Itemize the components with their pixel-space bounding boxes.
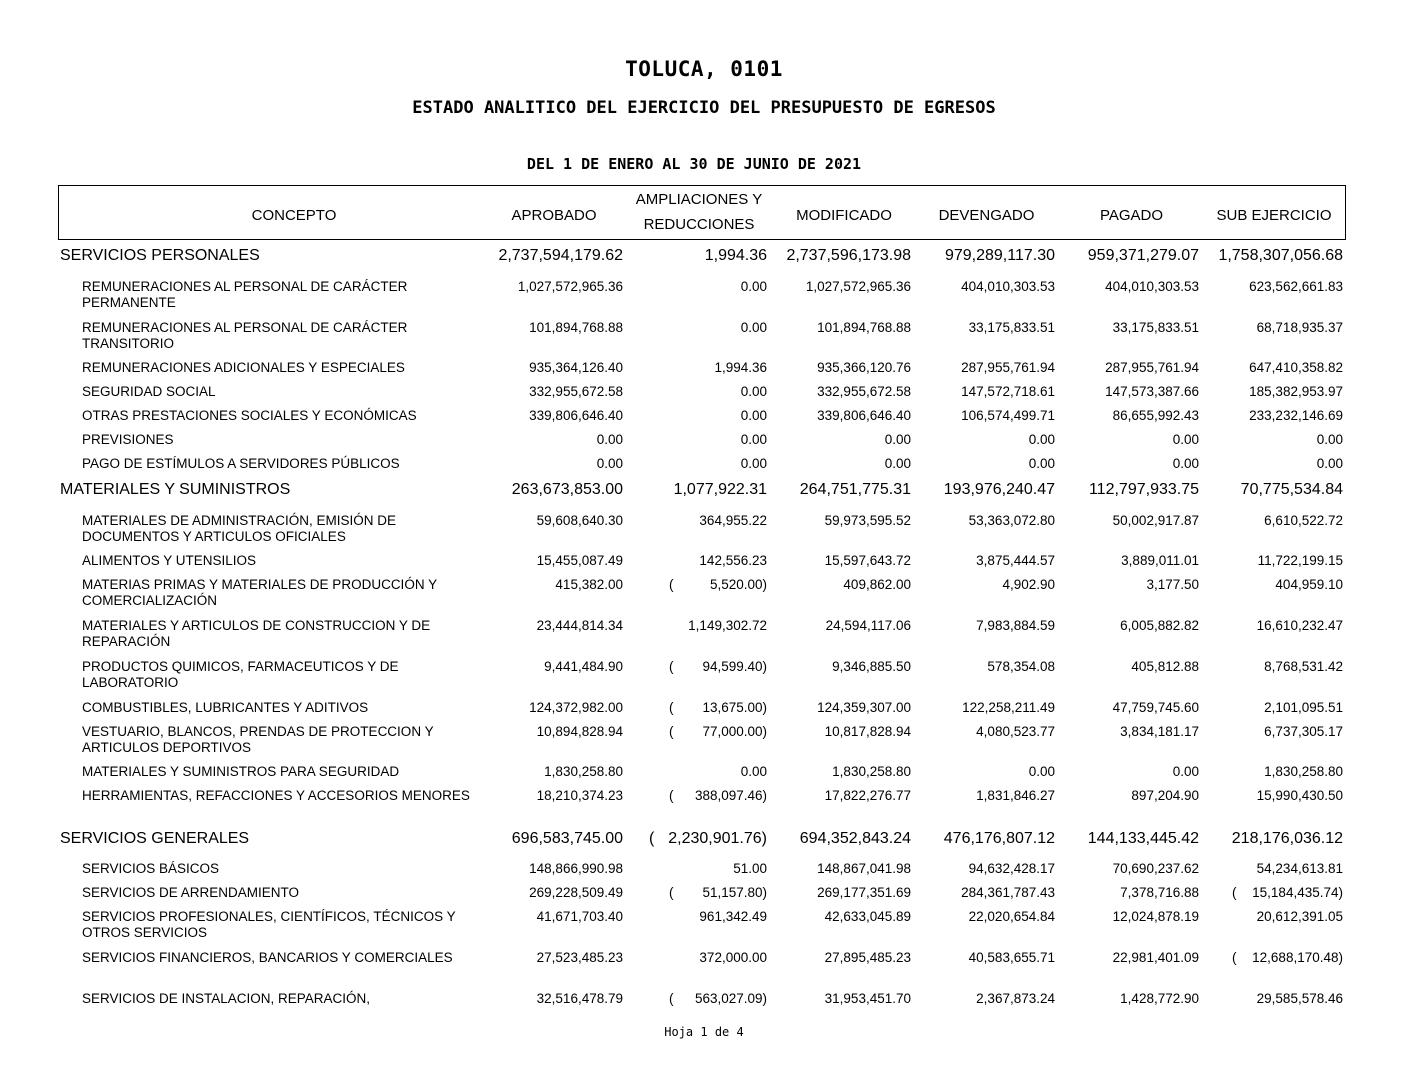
table-header xyxy=(58,185,1346,240)
pagado-cell: 287,955,761.94 xyxy=(1105,360,1199,375)
pagado-cell: 959,371,279.07 xyxy=(1087,247,1199,264)
aprobado-cell: 269,228,509.49 xyxy=(529,885,623,900)
negative-paren: ( xyxy=(669,885,674,900)
ampliaciones-cell: 1,994.36 xyxy=(714,360,767,375)
negative-paren: ( xyxy=(669,659,674,674)
concepto-cell: SERVICIOS DE INSTALACION, REPARACIÓN, xyxy=(82,991,371,1006)
ampliaciones-cell: 0.00 xyxy=(740,456,767,471)
modificado-cell: 24,594,117.06 xyxy=(825,618,911,633)
ampliaciones-cell: 2,230,901.76) xyxy=(668,830,767,847)
pagado-cell: 3,834,181.17 xyxy=(1120,724,1199,739)
aprobado-cell: 32,516,478.79 xyxy=(536,991,623,1006)
pagado-cell: 33,175,833.51 xyxy=(1112,320,1199,335)
modificado-cell: 694,352,843.24 xyxy=(799,830,911,847)
header-aprobado: APROBADO xyxy=(511,207,597,224)
aprobado-cell: 41,671,703.40 xyxy=(536,909,623,924)
modificado-cell: 124,359,307.00 xyxy=(817,700,911,715)
aprobado-cell: 148,866,990.98 xyxy=(529,861,623,876)
devengado-cell: 106,574,499.71 xyxy=(961,408,1055,423)
modificado-cell: 101,894,768.88 xyxy=(817,320,911,335)
ampliaciones-cell: 388,097.46) xyxy=(694,788,767,803)
devengado-cell: 53,363,072.80 xyxy=(968,513,1055,528)
negative-paren: ( xyxy=(649,830,655,847)
pagado-cell: 50,002,917.87 xyxy=(1112,513,1199,528)
modificado-cell: 9,346,885.50 xyxy=(832,659,911,674)
aprobado-cell: 415,382.00 xyxy=(555,577,623,592)
ampliaciones-cell: 0.00 xyxy=(740,764,767,779)
modificado-cell: 935,366,120.76 xyxy=(817,360,911,375)
aprobado-cell: 9,441,484.90 xyxy=(544,659,623,674)
devengado-cell: 94,632,428.17 xyxy=(968,861,1055,876)
modificado-cell: 0.00 xyxy=(884,456,911,471)
subejercicio-cell: 6,737,305.17 xyxy=(1264,724,1343,739)
modificado-cell: 1,830,258.80 xyxy=(832,764,911,779)
modificado-cell: 264,751,775.31 xyxy=(799,481,911,498)
modificado-cell: 42,633,045.89 xyxy=(824,909,911,924)
modificado-cell: 59,973,595.52 xyxy=(824,513,911,528)
negative-paren: ( xyxy=(669,577,674,592)
aprobado-cell: 263,673,853.00 xyxy=(511,481,623,498)
devengado-cell: 979,289,117.30 xyxy=(944,247,1055,264)
concepto-cell: REMUNERACIONES ADICIONALES Y ESPECIALES xyxy=(82,360,405,375)
concepto-cell: MATERIAS PRIMAS Y MATERIALES DE PRODUCCIÓN Y COMERCIALIZACIÓN xyxy=(82,577,437,608)
aprobado-cell: 59,608,640.30 xyxy=(536,513,623,528)
modificado-cell: 269,177,351.69 xyxy=(817,885,911,900)
subejercicio-cell: 218,176,036.12 xyxy=(1231,830,1343,847)
subejercicio-cell: 8,768,531.42 xyxy=(1264,659,1343,674)
concepto-cell: VESTUARIO, BLANCOS, PRENDAS DE PROTECCION Y ARTICULOS DEPORTIVOS xyxy=(82,724,434,755)
concepto-cell: MATERIALES DE ADMINISTRACIÓN, EMISIÓN DE DOCUMENTOS Y ARTICULOS OFICIALES xyxy=(82,513,397,544)
pagado-cell: 147,573,387.66 xyxy=(1105,384,1199,399)
subejercicio-cell: 6,610,522.72 xyxy=(1264,513,1343,528)
concepto-cell: SERVICIOS BÁSICOS xyxy=(82,861,220,876)
modificado-cell: 148,867,041.98 xyxy=(817,861,911,876)
pagado-cell: 86,655,992.43 xyxy=(1112,408,1199,423)
devengado-cell: 122,258,211.49 xyxy=(962,700,1055,715)
devengado-cell: 147,572,718.61 xyxy=(961,384,1055,399)
concepto-cell: REMUNERACIONES AL PERSONAL DE CARÁCTER PERMANENTE xyxy=(82,279,408,310)
subejercicio-cell: 0.00 xyxy=(1316,456,1343,471)
ampliaciones-cell: 142,556.23 xyxy=(699,553,767,568)
modificado-cell: 409,862.00 xyxy=(843,577,911,592)
header-modificado: MODIFICADO xyxy=(796,207,892,224)
header-ampliaciones-line2: REDUCCIONES xyxy=(643,216,755,233)
devengado-cell: 4,080,523.77 xyxy=(976,724,1055,739)
subejercicio-cell: 2,101,095.51 xyxy=(1264,700,1343,715)
devengado-cell: 284,361,787.43 xyxy=(961,885,1055,900)
devengado-cell: 1,831,846.27 xyxy=(976,788,1055,803)
pagado-cell: 12,024,878.19 xyxy=(1112,909,1199,924)
report-subtitle: ESTADO ANALITICO DEL EJERCICIO DEL PRESUPUESTO DE EGRESOS xyxy=(412,98,996,118)
devengado-cell: 40,583,655.71 xyxy=(968,950,1055,965)
subejercicio-cell: 12,688,170.48) xyxy=(1252,950,1343,965)
devengado-cell: 578,354.08 xyxy=(987,659,1055,674)
subejercicio-cell: 1,758,307,056.68 xyxy=(1218,247,1343,264)
modificado-cell: 10,817,828.94 xyxy=(824,724,911,739)
pagado-cell: 3,177.50 xyxy=(1146,577,1199,592)
ampliaciones-cell: 13,675.00) xyxy=(702,700,767,715)
modificado-cell: 2,737,596,173.98 xyxy=(786,247,911,264)
concepto-cell: PREVISIONES xyxy=(82,432,174,447)
subejercicio-cell: 16,610,232.47 xyxy=(1256,618,1343,633)
ampliaciones-cell: 77,000.00) xyxy=(702,724,767,739)
devengado-cell: 287,955,761.94 xyxy=(961,360,1055,375)
ampliaciones-cell: 0.00 xyxy=(740,432,767,447)
subejercicio-cell: 68,718,935.37 xyxy=(1256,320,1343,335)
negative-paren: ( xyxy=(1232,885,1237,900)
concepto-cell: PRODUCTOS QUIMICOS, FARMACEUTICOS Y DE LABORATORIO xyxy=(82,659,399,690)
ampliaciones-cell: 0.00 xyxy=(740,408,767,423)
ampliaciones-cell: 51,157.80) xyxy=(702,885,767,900)
ampliaciones-cell: 961,342.49 xyxy=(699,909,767,924)
devengado-cell: 193,976,240.47 xyxy=(943,481,1055,498)
concepto-cell: SERVICIOS GENERALES xyxy=(60,830,250,847)
aprobado-cell: 339,806,646.40 xyxy=(529,408,623,423)
devengado-cell: 4,902.90 xyxy=(1002,577,1055,592)
pagado-cell: 112,797,933.75 xyxy=(1088,481,1199,498)
modificado-cell: 15,597,643.72 xyxy=(824,553,911,568)
concepto-cell: SERVICIOS FINANCIEROS, BANCARIOS Y COMERCIALES xyxy=(82,950,453,965)
ampliaciones-cell: 94,599.40) xyxy=(702,659,767,674)
ampliaciones-cell: 372,000.00 xyxy=(699,950,767,965)
devengado-cell: 404,010,303.53 xyxy=(961,279,1055,294)
aprobado-cell: 23,444,814.34 xyxy=(536,618,623,633)
ampliaciones-cell: 0.00 xyxy=(740,320,767,335)
pagado-cell: 7,378,716.88 xyxy=(1120,885,1199,900)
modificado-cell: 17,822,276.77 xyxy=(824,788,911,803)
concepto-cell: HERRAMIENTAS, REFACCIONES Y ACCESORIOS MENORES xyxy=(82,788,470,803)
subejercicio-cell: 1,830,258.80 xyxy=(1264,764,1343,779)
modificado-cell: 0.00 xyxy=(884,432,911,447)
devengado-cell: 476,176,807.12 xyxy=(943,830,1055,847)
devengado-cell: 3,875,444.57 xyxy=(976,553,1055,568)
negative-paren: ( xyxy=(1232,950,1237,965)
aprobado-cell: 935,364,126.40 xyxy=(529,360,623,375)
header-devengado: DEVENGADO xyxy=(938,207,1035,224)
pagado-cell: 404,010,303.53 xyxy=(1105,279,1199,294)
subejercicio-cell: 233,232,146.69 xyxy=(1249,408,1343,423)
subejercicio-cell: 15,990,430.50 xyxy=(1256,788,1343,803)
modificado-cell: 332,955,672.58 xyxy=(817,384,911,399)
aprobado-cell: 101,894,768.88 xyxy=(529,320,623,335)
ampliaciones-cell: 364,955.22 xyxy=(699,513,767,528)
devengado-cell: 0.00 xyxy=(1028,456,1055,471)
ampliaciones-cell: 0.00 xyxy=(740,279,767,294)
aprobado-cell: 332,955,672.58 xyxy=(529,384,623,399)
concepto-cell: SERVICIOS PROFESIONALES, CIENTÍFICOS, TÉCNICOS Y OTROS SERVICIOS xyxy=(82,909,456,940)
aprobado-cell: 1,830,258.80 xyxy=(544,764,623,779)
ampliaciones-cell: 5,520.00) xyxy=(709,577,767,592)
subejercicio-cell: 623,562,661.83 xyxy=(1249,279,1343,294)
concepto-cell: MATERIALES Y ARTICULOS DE CONSTRUCCION Y DE REPARACIÓN xyxy=(82,618,431,649)
modificado-cell: 31,953,451.70 xyxy=(824,991,911,1006)
negative-paren: ( xyxy=(669,788,674,803)
concepto-cell: SEGURIDAD SOCIAL xyxy=(82,384,216,399)
ampliaciones-cell: 563,027.09) xyxy=(694,991,767,1006)
aprobado-cell: 10,894,828.94 xyxy=(536,724,623,739)
devengado-cell: 0.00 xyxy=(1028,764,1055,779)
pagado-cell: 405,812.88 xyxy=(1131,659,1199,674)
ampliaciones-cell: 1,077,922.31 xyxy=(673,481,767,498)
aprobado-cell: 696,583,745.00 xyxy=(511,830,623,847)
pagado-cell: 70,690,237.62 xyxy=(1112,861,1199,876)
aprobado-cell: 2,737,594,179.62 xyxy=(498,247,623,264)
pagado-cell: 0.00 xyxy=(1172,764,1199,779)
subejercicio-cell: 54,234,613.81 xyxy=(1256,861,1343,876)
devengado-cell: 33,175,833.51 xyxy=(968,320,1055,335)
pagado-cell: 0.00 xyxy=(1172,432,1199,447)
subejercicio-cell: 29,585,578.46 xyxy=(1256,991,1343,1006)
subejercicio-cell: 70,775,534.84 xyxy=(1240,481,1343,498)
subejercicio-cell: 185,382,953.97 xyxy=(1249,384,1343,399)
pagado-cell: 1,428,772.90 xyxy=(1120,991,1199,1006)
pagado-cell: 3,889,011.01 xyxy=(1121,553,1199,568)
concepto-cell: SERVICIOS DE ARRENDAMIENTO xyxy=(82,885,300,900)
aprobado-cell: 0.00 xyxy=(596,456,623,471)
negative-paren: ( xyxy=(669,991,674,1006)
concepto-cell: REMUNERACIONES AL PERSONAL DE CARÁCTER TRANSITORIO xyxy=(82,320,408,351)
negative-paren: ( xyxy=(669,724,674,739)
pagado-cell: 897,204.90 xyxy=(1131,788,1199,803)
pagado-cell: 47,759,745.60 xyxy=(1112,700,1199,715)
subejercicio-cell: 647,410,358.82 xyxy=(1249,360,1343,375)
concepto-cell: ALIMENTOS Y UTENSILIOS xyxy=(82,553,257,568)
concepto-cell: OTRAS PRESTACIONES SOCIALES Y ECONÓMICAS xyxy=(82,408,417,423)
header-ampliaciones-line1: AMPLIACIONES Y xyxy=(635,191,763,208)
ampliaciones-cell: 1,994.36 xyxy=(704,247,767,264)
header-pagado: PAGADO xyxy=(1099,207,1164,224)
modificado-cell: 339,806,646.40 xyxy=(817,408,911,423)
subejercicio-cell: 20,612,391.05 xyxy=(1256,909,1343,924)
concepto-cell: PAGO DE ESTÍMULOS A SERVIDORES PÚBLICOS xyxy=(82,456,400,471)
pagado-cell: 6,005,882.82 xyxy=(1120,618,1199,633)
aprobado-cell: 18,210,374.23 xyxy=(536,788,623,803)
concepto-cell: MATERIALES Y SUMINISTROS xyxy=(60,481,291,498)
devengado-cell: 7,983,884.59 xyxy=(976,618,1055,633)
report-period: DEL 1 DE ENERO AL 30 DE JUNIO DE 2021 xyxy=(526,155,862,173)
aprobado-cell: 0.00 xyxy=(596,432,623,447)
subejercicio-cell: 15,184,435.74) xyxy=(1252,885,1343,900)
aprobado-cell: 1,027,572,965.36 xyxy=(517,279,623,294)
subejercicio-cell: 11,722,199.15 xyxy=(1257,553,1343,568)
concepto-cell: COMBUSTIBLES, LUBRICANTES Y ADITIVOS xyxy=(82,700,369,715)
report-title: TOLUCA, 0101 xyxy=(625,57,783,81)
concepto-cell: MATERIALES Y SUMINISTROS PARA SEGURIDAD xyxy=(82,764,400,779)
devengado-cell: 0.00 xyxy=(1028,432,1055,447)
aprobado-cell: 27,523,485.23 xyxy=(536,950,623,965)
aprobado-cell: 15,455,087.49 xyxy=(536,553,623,568)
concepto-cell: SERVICIOS PERSONALES xyxy=(60,247,260,264)
subejercicio-cell: 0.00 xyxy=(1316,432,1343,447)
devengado-cell: 22,020,654.84 xyxy=(968,909,1055,924)
subejercicio-cell: 404,959.10 xyxy=(1275,577,1343,592)
ampliaciones-cell: 1,149,302.72 xyxy=(688,618,767,633)
header-concepto: CONCEPTO xyxy=(251,207,337,224)
negative-paren: ( xyxy=(669,700,674,715)
modificado-cell: 27,895,485.23 xyxy=(824,950,911,965)
aprobado-cell: 124,372,982.00 xyxy=(529,700,623,715)
pagado-cell: 22,981,401.09 xyxy=(1112,950,1199,965)
page-footer: Hoja 1 de 4 xyxy=(664,1025,744,1039)
ampliaciones-cell: 51.00 xyxy=(733,861,767,876)
header-subejercicio: SUB EJERCICIO xyxy=(1216,207,1332,224)
ampliaciones-cell: 0.00 xyxy=(740,384,767,399)
devengado-cell: 2,367,873.24 xyxy=(976,991,1055,1006)
pagado-cell: 0.00 xyxy=(1172,456,1199,471)
modificado-cell: 1,027,572,965.36 xyxy=(805,279,911,294)
pagado-cell: 144,133,445.42 xyxy=(1087,830,1199,847)
